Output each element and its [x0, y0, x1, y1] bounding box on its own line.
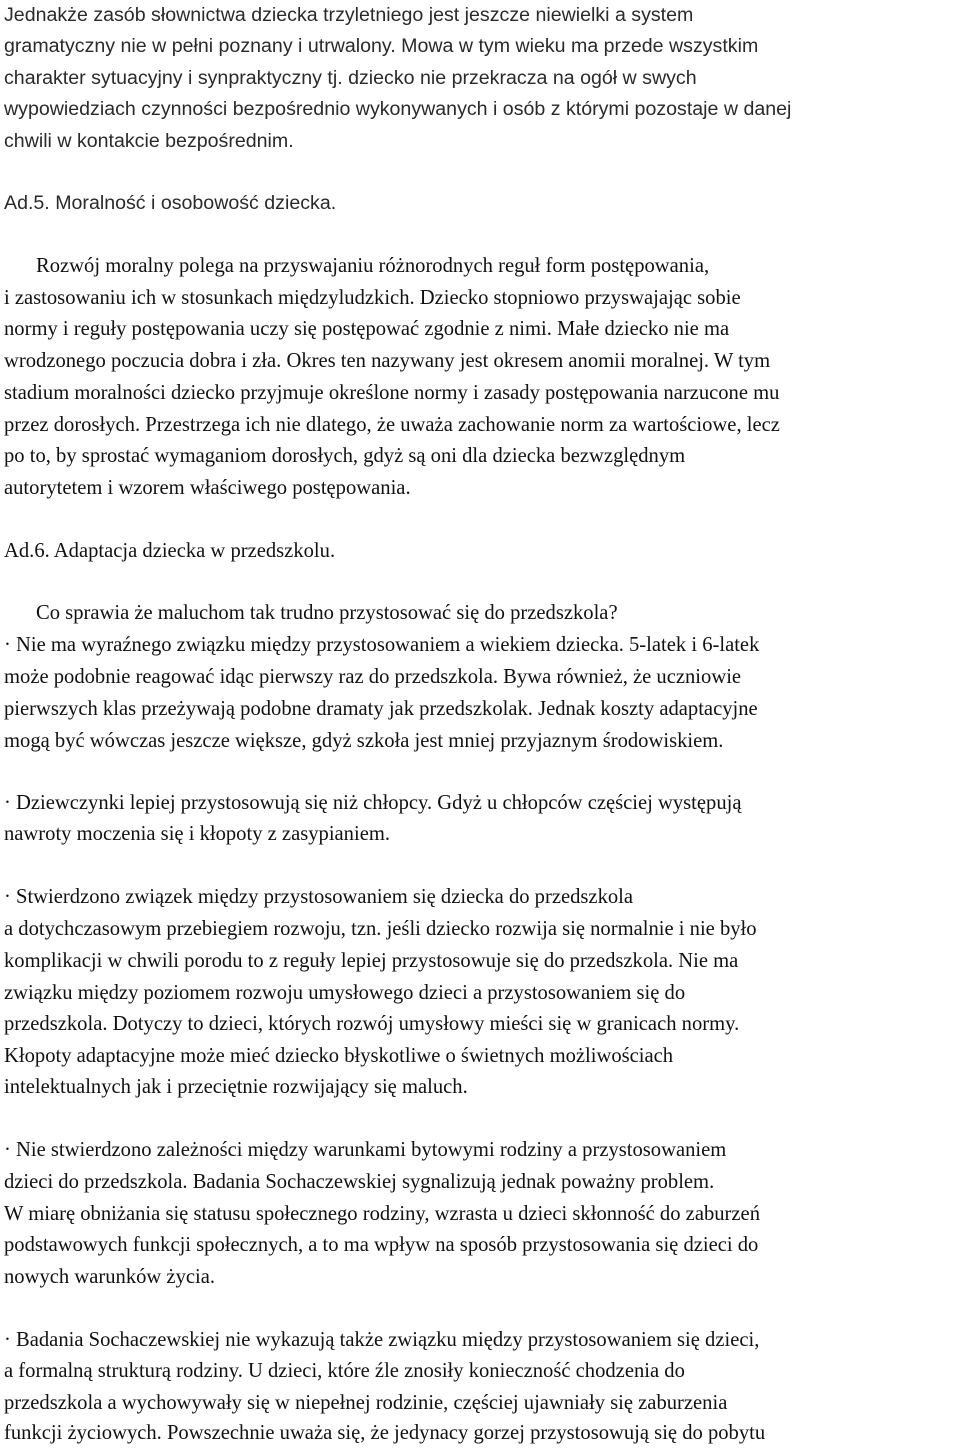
text-line: Kłopoty adaptacyjne może mieć dziecko błyskotliwe o świetnych możliwościach	[4, 1045, 674, 1067]
text-line: przedszkola. Dotyczy to dzieci, których rozwój umysłowy mieści się w granicach normy.	[4, 1013, 740, 1035]
text-line: W miarę obniżania się statusu społecznego rodziny, wzrasta u dzieci skłonność do zaburzeń	[4, 1203, 760, 1225]
text-line: pierwszych klas przeżywają podobne dramaty jak przedszkolak. Jednak koszty adaptacyjne	[4, 698, 758, 720]
text-line: Jednakże zasób słownictwa dziecka trzyletniego jest jeszcze niewielki a system	[4, 4, 694, 26]
text-line: · Badania Sochaczewskiej nie wykazują także związku między przystosowaniem się dzieci,	[4, 1329, 760, 1351]
text-line: chwili w kontakcie bezpośrednim.	[4, 130, 294, 152]
text-line: i zastosowaniu ich w stosunkach międzyludzkich. Dziecko stopniowo przyswajając sobie	[4, 287, 741, 309]
text-line: · Stwierdzono związek między przystosowaniem się dziecka do przedszkola	[4, 886, 634, 908]
text-line: wypowiedziach czynności bezpośrednio wykonywanych i osób z którymi pozostaje w danej	[4, 98, 792, 120]
text-line: dzieci do przedszkola. Badania Sochaczewskiej sygnalizują jednak poważny problem.	[4, 1171, 715, 1193]
text-line: charakter sytuacyjny i synpraktyczny tj. dziecko nie przekracza na ogół w swych	[4, 67, 697, 89]
text-line: · Nie stwierdzono zależności między warunkami bytowymi rodziny a przystosowaniem	[4, 1139, 727, 1161]
text-line: intelektualnych jak i przeciętnie rozwijający się maluch.	[4, 1076, 468, 1098]
text-line: gramatyczny nie w pełni poznany i utrwalony. Mowa w tym wieku ma przede wszystkim	[4, 35, 759, 57]
section-heading-adaptation: Ad.6. Adaptacja dziecka w przedszkolu.	[4, 540, 336, 562]
text-line: może podobnie reagować idąc pierwszy raz do przedszkola. Bywa również, że uczniowie	[4, 666, 742, 688]
text-line: normy i reguły postępowania uczy się postępować zgodnie z nimi. Małe dziecko nie ma	[4, 318, 730, 340]
text-line: · Nie ma wyraźnego związku między przystosowaniem a wiekiem dziecka. 5-latek i 6-latek	[4, 634, 760, 656]
text-line: związku między poziomem rozwoju umysłowego dzieci a przystosowaniem się do	[4, 982, 686, 1004]
text-line: podstawowych funkcji społecznych, a to ma wpływ na sposób przystosowania się dzieci do	[4, 1234, 759, 1256]
text-line: nowych warunków życia.	[4, 1266, 216, 1288]
text-line: Rozwój moralny polega na przyswajaniu różnorodnych reguł form postępowania,	[36, 255, 710, 277]
section-heading-morality: Ad.5. Moralność i osobowość dziecka.	[4, 192, 337, 214]
text-line: a formalną strukturą rodziny. U dzieci, które źle znosiły konieczność chodzenia do	[4, 1360, 685, 1382]
text-line: mogą być wówczas jeszcze większe, gdyż szkoła jest mniej przyjaznym środowiskiem.	[4, 730, 724, 752]
text-line: funkcji życiowych. Powszechnie uważa się, że jedynacy gorzej przystosowują się do pobytu	[4, 1422, 766, 1444]
text-line: po to, by sprostać wymaganiom dorosłych, gdyż są oni dla dziecka bezwzględnym	[4, 445, 686, 467]
text-line: wrodzonego poczucia dobra i zła. Okres ten nazywany jest okresem anomii moralnej. W tym	[4, 350, 771, 372]
text-line: nawroty moczenia się i kłopoty z zasypianiem.	[4, 823, 391, 845]
text-line: a dotychczasowym przebiegiem rozwoju, tzn. jeśli dziecko rozwija się normalnie i nie było	[4, 918, 757, 940]
text-line: stadium moralności dziecko przyjmuje określone normy i zasady postępowania narzucone mu	[4, 382, 780, 404]
question-line: Co sprawia że maluchom tak trudno przystosować się do przedszkola?	[36, 602, 618, 624]
text-line: przez dorosłych. Przestrzega ich nie dlatego, że uważa zachowanie norm za wartościowe, lecz	[4, 414, 780, 436]
text-line: komplikacji w chwili porodu to z reguły lepiej przystosowuje się do przedszkola. Nie ma	[4, 950, 739, 972]
text-line: przedszkola a wychowywały się w niepełnej rodzinie, częściej ujawniały się zaburzenia	[4, 1392, 728, 1414]
text-line: · Dziewczynki lepiej przystosowują się niż chłopcy. Gdyż u chłopców częściej występują	[4, 792, 742, 814]
text-line: autorytetem i wzorem właściwego postępowania.	[4, 477, 411, 499]
